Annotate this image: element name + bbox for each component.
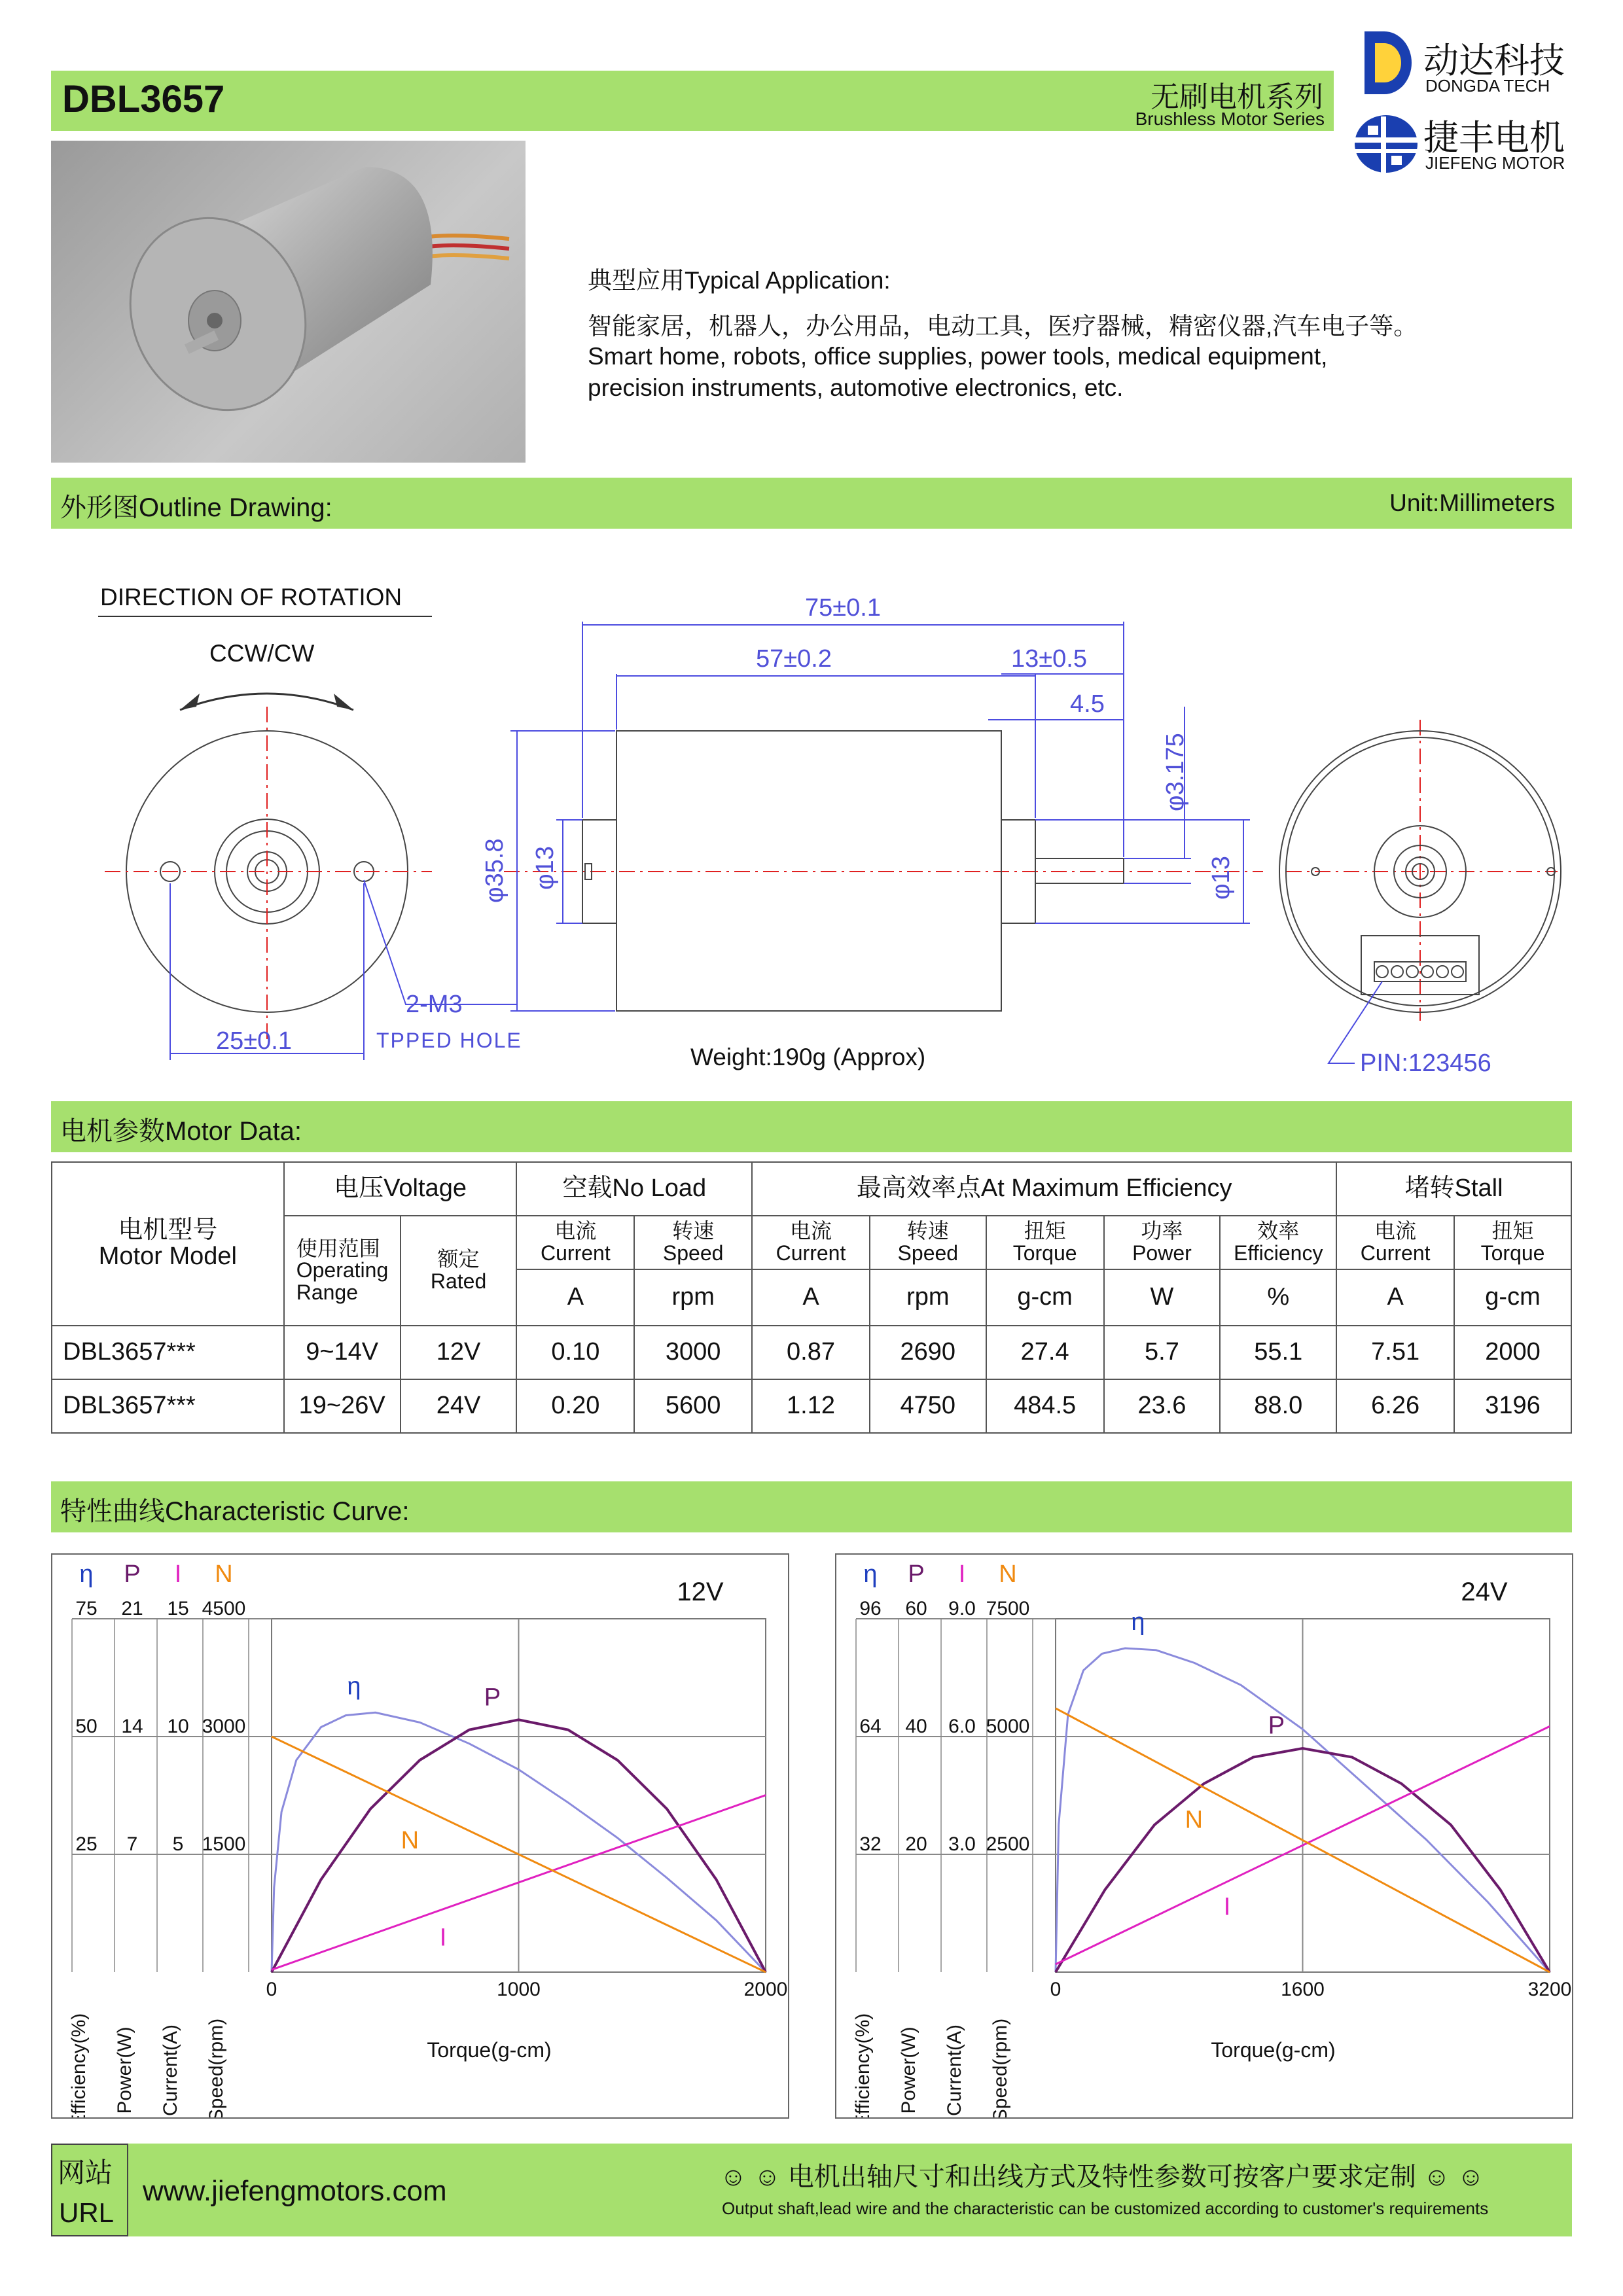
- sub-torque: 扭矩 Torque: [986, 1216, 1104, 1269]
- axis-label: Current(A): [944, 2024, 965, 2117]
- outline-unit: Unit:Millimeters: [1389, 489, 1555, 516]
- cell-model: DBL3657***: [52, 1379, 284, 1433]
- dim-diameter: φ35.8: [481, 838, 508, 903]
- rotation-label: CCW/CW: [209, 640, 315, 667]
- cell: 2000: [1454, 1326, 1571, 1379]
- chart-12v-svg: [52, 1555, 788, 2117]
- dim-body: 57±0.2: [756, 645, 832, 673]
- axis-symbol: N: [999, 1561, 1017, 1588]
- table-row: [52, 1326, 1571, 1379]
- footer-url[interactable]: www.jiefengmotors.com: [143, 2175, 447, 2207]
- axis-label: Speed(rpm): [205, 2018, 227, 2117]
- x-tick-label: 1000: [497, 1979, 541, 2000]
- chart-24v-svg: [836, 1555, 1572, 2117]
- axis-tick-label: 21: [121, 1598, 143, 1619]
- cell: 27.4: [986, 1326, 1104, 1379]
- axis-tick-label: 5: [172, 1833, 184, 1855]
- axis-tick-label: 75: [75, 1598, 98, 1619]
- cell: 0.10: [516, 1326, 634, 1379]
- application-title: 典型应用Typical Application:: [588, 267, 891, 294]
- axis-tick-label: 40: [905, 1716, 927, 1737]
- curve-title: 特性曲线Characteristic Curve:: [60, 1497, 410, 1526]
- axis-symbol: P: [124, 1561, 141, 1588]
- weight-label: Weight:190g (Approx): [690, 1044, 926, 1070]
- sub-efficiency: 效率 Efficiency: [1220, 1216, 1336, 1269]
- unit-cell: A: [516, 1269, 634, 1326]
- footer-site-en: URL: [59, 2197, 115, 2228]
- logo1-en: DONGDA TECH: [1425, 76, 1550, 96]
- cell: 23.6: [1104, 1379, 1221, 1433]
- logo2-en: JIEFENG MOTOR: [1425, 153, 1565, 173]
- pin-label: PIN:123456: [1360, 1050, 1491, 1077]
- axis-label: Power(W): [898, 2026, 919, 2114]
- axis-tick-label: 64: [859, 1716, 882, 1737]
- axis-tick-label: 3.0: [948, 1833, 976, 1855]
- cell: 55.1: [1220, 1326, 1336, 1379]
- sub-current: 电流 Current: [1336, 1216, 1454, 1269]
- axis-tick-label: 60: [905, 1598, 927, 1619]
- dongda-logo-icon: [1358, 26, 1418, 99]
- series-cn: 无刷电机系列: [1150, 81, 1323, 113]
- x-tick-label: 0: [266, 1979, 277, 2000]
- motor-photo: [51, 141, 526, 463]
- axis-label: Speed(rpm): [990, 2018, 1011, 2117]
- axis-tick-label: 4500: [202, 1598, 246, 1619]
- series-label: N: [401, 1826, 419, 1854]
- cell: 1.12: [752, 1379, 870, 1433]
- axis-symbol: P: [908, 1561, 925, 1588]
- dim-shaft-diameter: φ3.175: [1162, 733, 1189, 811]
- cell: 6.26: [1336, 1379, 1454, 1433]
- unit-cell: rpm: [634, 1269, 752, 1326]
- axis-tick-label: 6.0: [948, 1716, 976, 1737]
- cell: 24V: [401, 1379, 517, 1433]
- col-noload-header: 空载No Load: [516, 1162, 752, 1216]
- dim-boss-2: φ13: [1207, 856, 1235, 900]
- unit-cell: g-cm: [1454, 1269, 1571, 1326]
- axis-tick-label: 10: [167, 1716, 189, 1737]
- axis-tick-label: 96: [859, 1598, 882, 1619]
- axis-tick-label: 2500: [986, 1833, 1030, 1855]
- x-tick-label: 2000: [743, 1979, 788, 2000]
- series-label: I: [1223, 1893, 1231, 1921]
- series-label: η: [347, 1672, 361, 1701]
- axis-tick-label: 5000: [986, 1716, 1030, 1737]
- unit-cell: W: [1104, 1269, 1221, 1326]
- motor-data-table: [51, 1161, 1572, 1434]
- axis-label: Power(W): [114, 2026, 135, 2114]
- series-label: I: [439, 1924, 447, 1952]
- dim-total: 75±0.1: [805, 594, 881, 622]
- footer-note-cn: ☺ ☺ 电机出轴尺寸和出线方式及特性参数可按客户要求定制 ☺ ☺: [720, 2163, 1484, 2191]
- series-label: P: [1268, 1712, 1285, 1740]
- sub-torque: 扭矩 Torque: [1454, 1216, 1571, 1269]
- axis-symbol: N: [215, 1561, 233, 1588]
- x-tick-label: 1600: [1281, 1979, 1325, 2000]
- series-label: η: [1131, 1608, 1145, 1636]
- footer-site-cn: 网站: [58, 2157, 113, 2188]
- axis-tick-label: 7: [126, 1833, 138, 1855]
- cell: 7.51: [1336, 1326, 1454, 1379]
- chart-12v: [51, 1553, 789, 2119]
- sub-current: 电流 Current: [752, 1216, 870, 1269]
- axis-tick-label: 9.0: [948, 1598, 976, 1619]
- sub-speed: 转速 Speed: [634, 1216, 752, 1269]
- hole-label-2: TPPED HOLE: [376, 1029, 522, 1052]
- axis-symbol: I: [958, 1561, 966, 1588]
- axis-label: Current(A): [160, 2024, 181, 2117]
- cell: 4750: [870, 1379, 986, 1433]
- dim-boss: φ13: [531, 846, 559, 890]
- dim-holes: 25±0.1: [216, 1027, 292, 1055]
- axis-label: Efficiency(%): [68, 2013, 90, 2117]
- chart-24v: [835, 1553, 1573, 2119]
- sub-power: 功率 Power: [1104, 1216, 1221, 1269]
- axis-label: Efficiency(%): [852, 2013, 874, 2117]
- dim-flat: 4.5: [1070, 690, 1105, 718]
- x-axis-label: Torque(g-cm): [427, 2038, 552, 2062]
- application-en-2: precision instruments, automotive electronics, etc.: [588, 374, 1124, 401]
- cell-model: DBL3657***: [52, 1326, 284, 1379]
- axis-symbol: η: [79, 1561, 94, 1588]
- axis-tick-label: 15: [167, 1598, 189, 1619]
- axis-tick-label: 3000: [202, 1716, 246, 1737]
- cell: 5600: [634, 1379, 752, 1433]
- axis-tick-label: 14: [121, 1716, 143, 1737]
- logo1-cn: 动达科技: [1423, 41, 1565, 80]
- chart-title: 24V: [1461, 1578, 1508, 1606]
- cell: 484.5: [986, 1379, 1104, 1433]
- outline-title: 外形图Outline Drawing:: [60, 493, 332, 522]
- cell: 9~14V: [284, 1326, 401, 1379]
- cell: 2690: [870, 1326, 986, 1379]
- application-en-1: Smart home, robots, office supplies, power tools, medical equipment,: [588, 343, 1328, 370]
- hole-label: 2-M3: [406, 991, 463, 1018]
- series-label: P: [484, 1684, 501, 1712]
- cell: 12V: [401, 1326, 517, 1379]
- sub-rated: 额定 Rated: [401, 1216, 517, 1326]
- col-maxeff-header: 最高效率点At Maximum Efficiency: [752, 1162, 1336, 1216]
- col-stall-header: 堵转Stall: [1336, 1162, 1571, 1216]
- cell: 5.7: [1104, 1326, 1221, 1379]
- axis-tick-label: 1500: [202, 1833, 246, 1855]
- cell: 19~26V: [284, 1379, 401, 1433]
- sub-current: 电流 Current: [516, 1216, 634, 1269]
- chart-title: 12V: [677, 1578, 724, 1606]
- jiefeng-logo-icon: [1353, 111, 1419, 177]
- logo2-cn: 捷丰电机: [1423, 118, 1565, 158]
- col-model-header: 电机型号 Motor Model: [52, 1162, 284, 1326]
- footer-note-en: Output shaft,lead wire and the characteristic can be customized according to customer's requirements: [722, 2199, 1489, 2218]
- series-en: Brushless Motor Series: [1135, 109, 1325, 129]
- dim-shaft: 13±0.5: [1011, 645, 1087, 673]
- axis-tick-label: 20: [905, 1833, 927, 1855]
- unit-cell: rpm: [870, 1269, 986, 1326]
- unit-cell: A: [1336, 1269, 1454, 1326]
- axis-tick-label: 50: [75, 1716, 98, 1737]
- unit-cell: A: [752, 1269, 870, 1326]
- x-axis-label: Torque(g-cm): [1211, 2038, 1336, 2062]
- table-row: [52, 1379, 1571, 1433]
- axis-symbol: I: [174, 1561, 182, 1588]
- cell: 0.87: [752, 1326, 870, 1379]
- unit-cell: g-cm: [986, 1269, 1104, 1326]
- axis-tick-label: 25: [75, 1833, 98, 1855]
- model-title: DBL3657: [62, 78, 225, 120]
- rotation-title: DIRECTION OF ROTATION: [100, 584, 402, 610]
- series-label: N: [1185, 1806, 1204, 1834]
- col-voltage-header: 电压Voltage: [284, 1162, 517, 1216]
- sub-speed: 转速 Speed: [870, 1216, 986, 1269]
- axis-tick-label: 7500: [986, 1598, 1030, 1619]
- cell: 3000: [634, 1326, 752, 1379]
- axis-tick-label: 32: [859, 1833, 882, 1855]
- unit-cell: %: [1220, 1269, 1336, 1326]
- axis-symbol: η: [863, 1561, 878, 1588]
- application-cn: 智能家居，机器人，办公用品，电动工具，医疗器械，精密仪器,汽车电子等。: [588, 313, 1418, 340]
- cell: 3196: [1454, 1379, 1571, 1433]
- cell: 0.20: [516, 1379, 634, 1433]
- cell: 88.0: [1220, 1379, 1336, 1433]
- sub-range: 使用范围 Operating Range: [284, 1216, 401, 1326]
- x-tick-label: 3200: [1527, 1979, 1572, 2000]
- motor-data-title: 电机参数Motor Data:: [60, 1117, 302, 1146]
- x-tick-label: 0: [1050, 1979, 1061, 2000]
